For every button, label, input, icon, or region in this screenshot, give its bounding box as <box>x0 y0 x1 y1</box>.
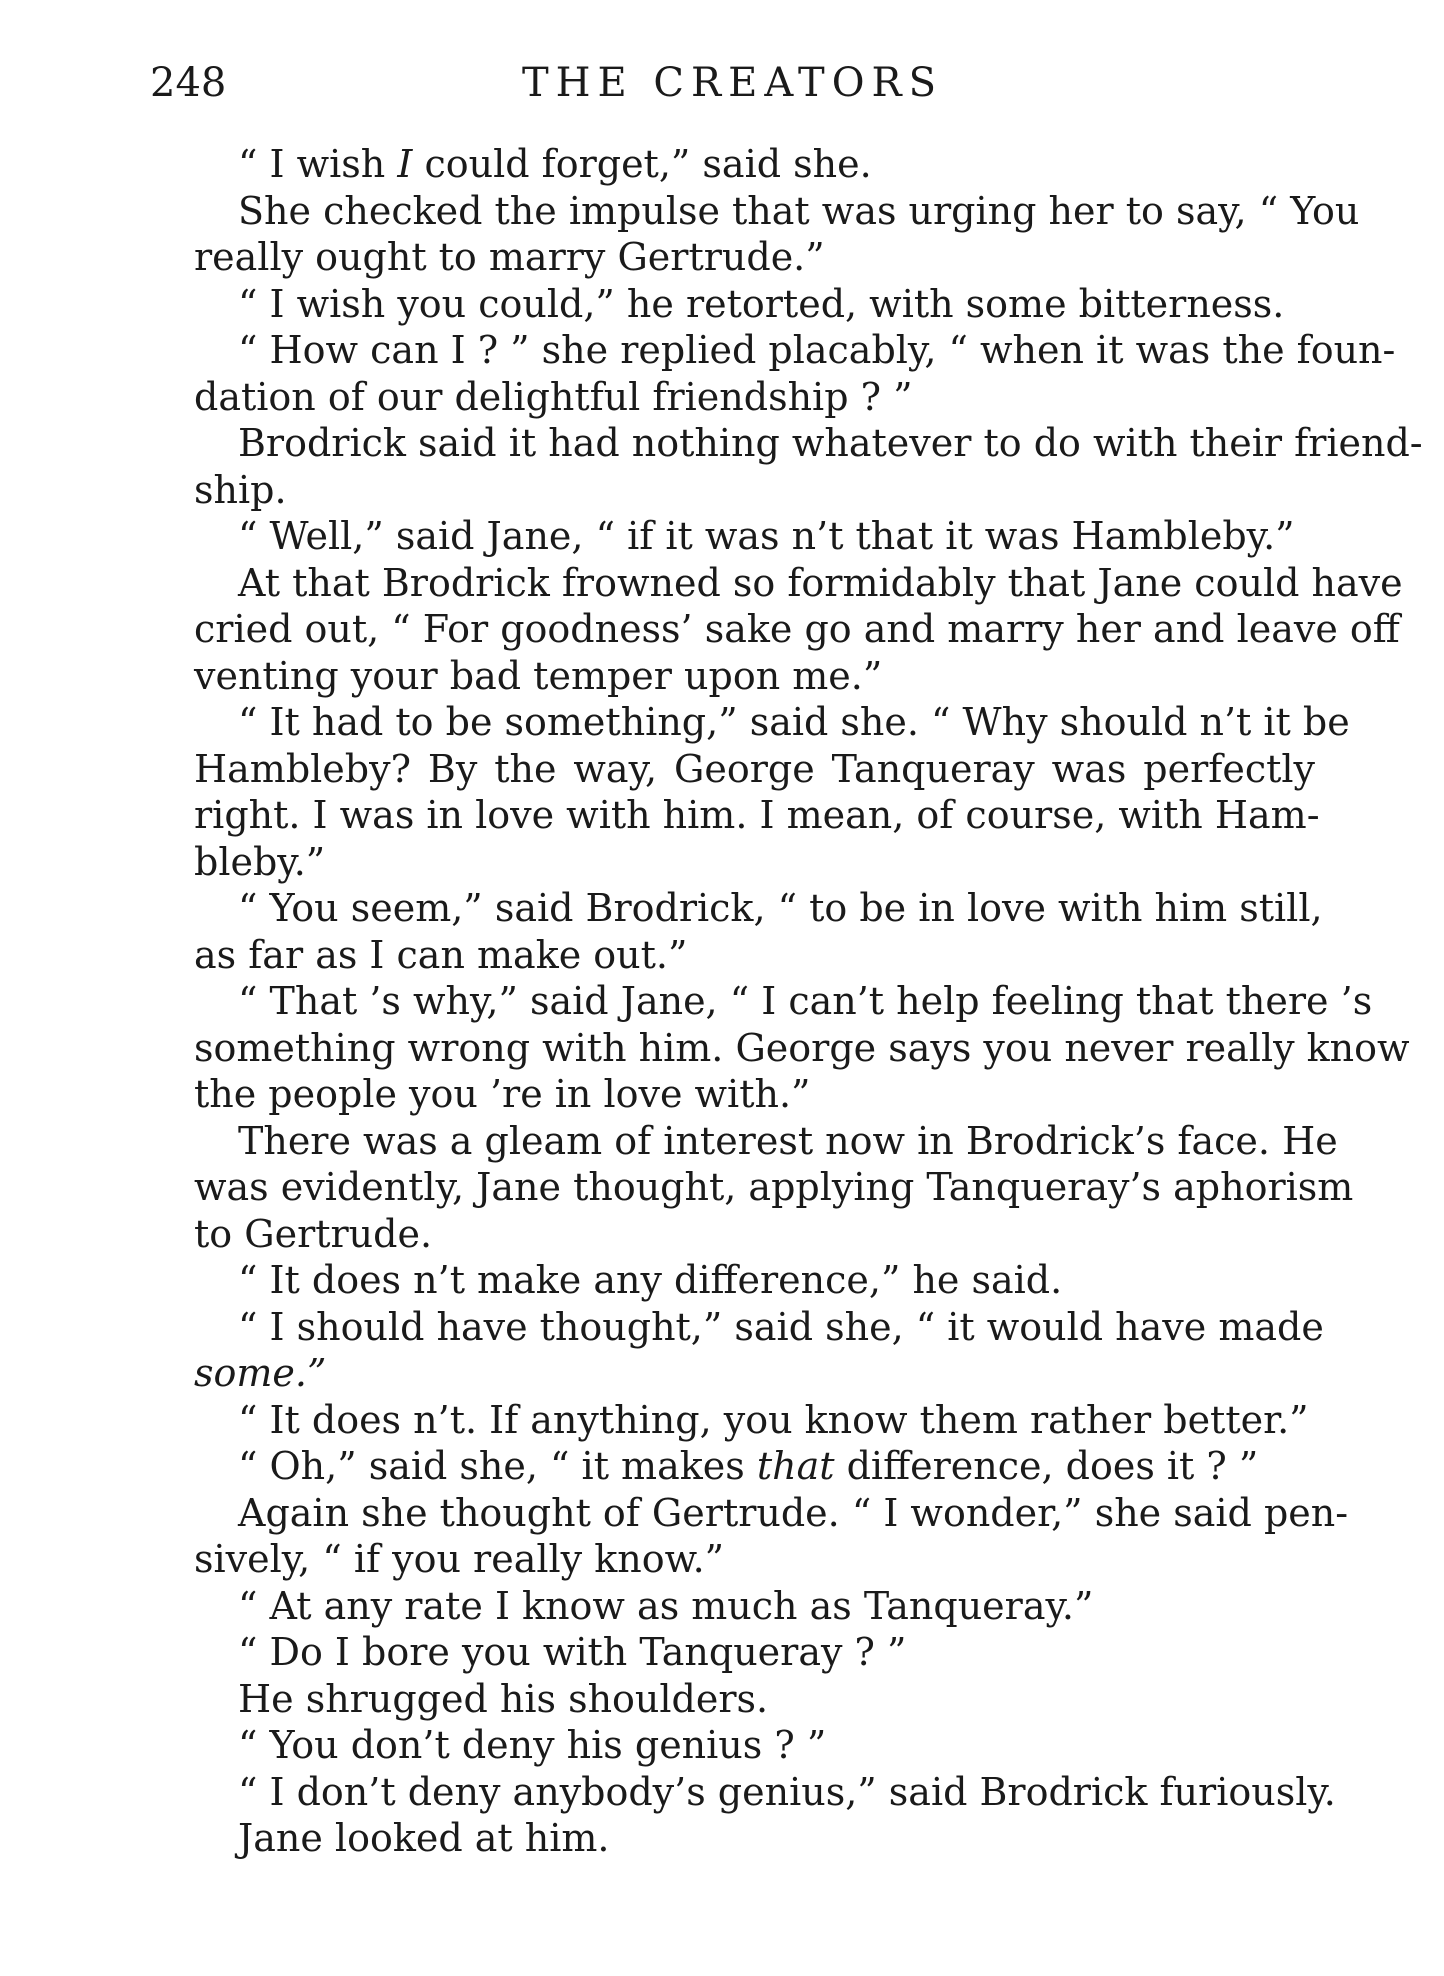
paragraph <box>150 1629 1315 1676</box>
text-line: “ How can I ? ” she replied placably, “ when it was the foun- <box>238 328 1396 372</box>
running-title: THE CREATORS <box>521 60 944 106</box>
text-line: “ Do I bore you with Tanqueray ? ” <box>238 1630 907 1674</box>
paragraph <box>150 699 1350 885</box>
body-text <box>150 141 1423 1862</box>
paragraph <box>150 1304 1324 1397</box>
text-line: “ You seem,” said Brodrick, “ to be in love with him still, <box>238 886 1323 930</box>
paragraph <box>150 188 1360 281</box>
text-line: sively, “ if you really know.” <box>194 1537 725 1581</box>
text-line: “ Well,” said Jane, “ if it was n’t that it was Hambleby.” <box>238 514 1295 558</box>
text-line: Again she thought of Gertrude. “ I wonder,” she said pen- <box>238 1490 1349 1535</box>
text-line: ship. <box>194 467 287 512</box>
text-line: “ It does n’t. If anything, you know them rather better.” <box>238 1397 1309 1442</box>
text-line: “ You don’t deny his genius ? ” <box>238 1723 827 1767</box>
text-line: right. I was in love with him. I mean, of course, with Ham- <box>194 793 1320 837</box>
text-line: Hambleby? By the way, George Tanqueray was perfectly <box>194 746 1315 791</box>
text-line: “ I don’t deny anybody’s genius,” said Brodrick furiously. <box>238 1769 1336 1814</box>
text-line <box>150 1443 1315 1490</box>
paragraph <box>150 1676 1315 1723</box>
paragraph <box>150 327 1396 420</box>
paragraph <box>150 1118 1354 1258</box>
paragraph <box>150 1397 1315 1444</box>
paragraph <box>150 1769 1336 1816</box>
text-line: Jane looked at him. <box>238 1816 610 1860</box>
text-line: venting your bad temper upon me.” <box>194 653 883 698</box>
paragraph <box>150 1443 1315 1490</box>
text-line: bleby.” <box>194 839 326 884</box>
text-line: as far as I can make out.” <box>194 932 688 977</box>
page-header <box>150 58 1315 108</box>
text-line: “ It had to be something,” said she. “ Why should n’t it be <box>238 700 1350 744</box>
text-line: the people you ’re in love with.” <box>194 1072 811 1116</box>
text-run: difference, does it ? ” <box>834 1444 1259 1488</box>
text-line: “ That ’s why,” said Jane, “ I can’t help feeling that there ’s <box>238 979 1373 1023</box>
text-line: At that Brodrick frowned so formidably that Jane could have <box>238 560 1403 605</box>
text-line: There was a gleam of interest now in Brodrick’s face. He <box>238 1118 1338 1163</box>
text-line: “ At any rate I know as much as Tanqueray.” <box>238 1583 1094 1628</box>
paragraph <box>150 1257 1315 1304</box>
text-line <box>150 1350 1315 1397</box>
italic-word: that <box>756 1444 835 1488</box>
italic-word: some.” <box>194 1351 327 1395</box>
text-line: Brodrick said it had nothing whatever to do with their friend- <box>238 421 1423 465</box>
text-line: dation of our delightful friendship ? ” <box>194 374 913 419</box>
text-line: She checked the impulse that was urging her to say, “ You <box>238 188 1360 233</box>
paragraph <box>150 1490 1349 1583</box>
text-line: cried out, “ For goodness’ sake go and marry her and leave off <box>194 607 1400 651</box>
paragraph <box>150 513 1315 560</box>
text-line: “ It does n’t make any difference,” he said. <box>238 1258 1063 1302</box>
paragraph <box>150 1722 1315 1769</box>
paragraph <box>150 141 1315 188</box>
text-run: “ Oh,” said she, “ it makes <box>238 1444 757 1488</box>
text-line: “ I wish you could,” he retorted, with some bitterness. <box>238 281 1285 326</box>
paragraph <box>150 560 1403 700</box>
paragraph <box>150 978 1410 1118</box>
text-line: “ I wish I could forget,” said she. <box>238 142 872 186</box>
text-line: He shrugged his shoulders. <box>238 1676 769 1721</box>
text-line: was evidently, Jane thought, applying Tanqueray’s aphorism <box>194 1165 1354 1209</box>
text-line: “ I should have thought,” said she, “ it would have made <box>238 1304 1324 1349</box>
paragraph <box>150 1583 1315 1630</box>
paragraph <box>150 281 1315 328</box>
text-line: something wrong with him. George says you never really know <box>194 1025 1410 1070</box>
paragraph <box>150 420 1423 513</box>
paragraph <box>150 885 1323 978</box>
text-line: to Gertrude. <box>194 1211 433 1256</box>
page-number: 248 <box>150 60 227 106</box>
paragraph <box>150 1815 1315 1862</box>
text-line: really ought to marry Gertrude.” <box>194 235 825 279</box>
italic-word: I <box>397 142 413 186</box>
